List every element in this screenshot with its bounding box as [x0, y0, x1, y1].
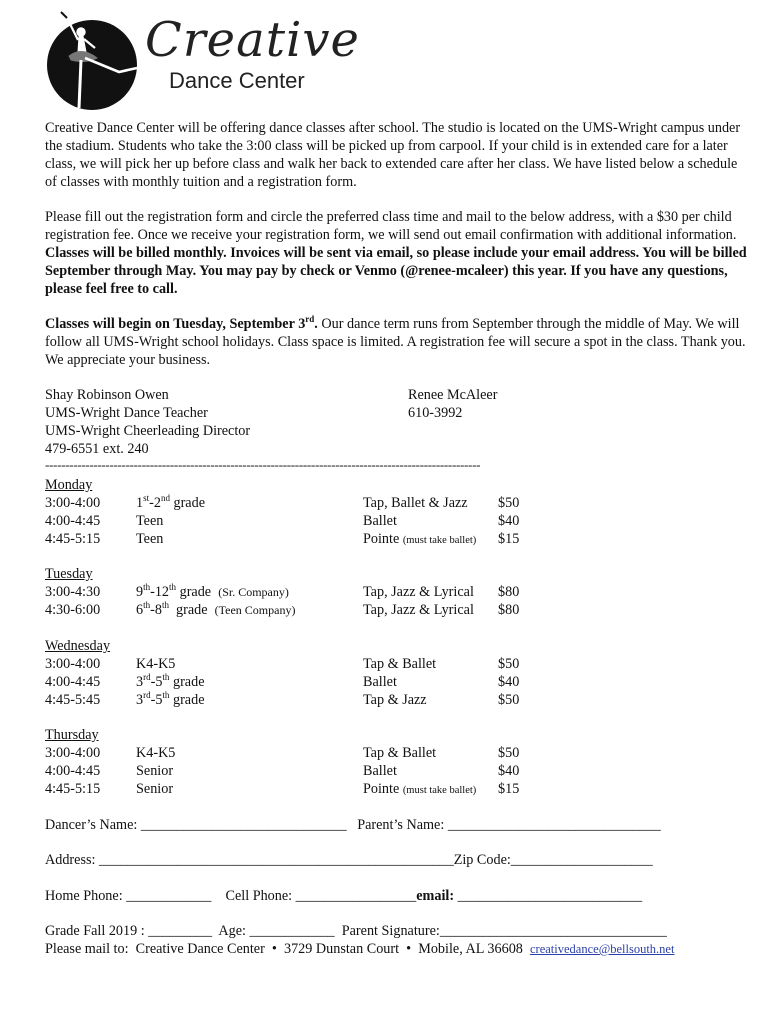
separator-line: ------------------------------------------------------------------------------------------------------------: [45, 457, 481, 472]
contact-left: [45, 386, 250, 458]
parent-name-label: Parent’s Name:: [346, 817, 448, 833]
class-time: 4:00-4:45: [45, 763, 101, 779]
class-time: 3:00-4:30: [45, 584, 101, 600]
class-time: 3:00-4:00: [45, 745, 101, 761]
class-time: 3:00-4:00: [45, 495, 101, 511]
signature-label: Parent Signature:: [334, 923, 440, 939]
intro-text-3-plain: Our dance term runs from September through the middle of May. We will follow all UMS-Wright school holidays. Class space is limited. A registration fee will secure a spot in the class. Thank you. We appreciate your business.: [45, 316, 746, 368]
email-field[interactable]: __________________________: [457, 888, 643, 904]
intro-paragraph-2: [45, 208, 750, 298]
address-field[interactable]: __________________________________________________: [99, 852, 454, 868]
class-grade: 6th-8th grade (Teen Company): [136, 600, 296, 618]
intro-text-3: [45, 315, 750, 369]
intro-text-1: Creative Dance Center will be offering dance classes after school. The studio is located on the UMS-Wright campus under the stadium. Students who take the 3:00 class will be picked up from carpool. If your child is in extended care for a later class, we will pick her up before class and walk her back to extended care after her class. We have listed below a schedule of classes with monthly tuition and a registration form.: [45, 120, 741, 190]
ballerina-logo-icon: [45, 8, 145, 116]
mailing-address: [45, 940, 674, 958]
age-field[interactable]: ____________: [249, 923, 335, 939]
intro-text-2: [45, 208, 750, 298]
class-grade: K4-K5: [136, 745, 176, 761]
class-type: Tap & Jazz: [363, 692, 427, 708]
class-type: Tap, Jazz & Lyrical: [363, 602, 474, 618]
class-type: Tap & Ballet: [363, 745, 437, 761]
class-note: (must take ballet): [402, 785, 477, 796]
day-monday: Monday: [45, 477, 93, 493]
day-wednesday: Wednesday: [45, 638, 111, 654]
class-price: $50: [498, 692, 520, 708]
class-time: 4:30-6:00: [45, 602, 101, 618]
class-price: $40: [498, 513, 520, 529]
day-thursday: Thursday: [45, 727, 99, 743]
signature-field[interactable]: ________________________________: [439, 923, 667, 939]
intro-text-2-plain: Please fill out the registration form and circle the preferred class time and mail to the below address, with a $30 per child registration fee. Once we receive your registration form, we will send out email confirmation with additional information.: [45, 209, 737, 243]
class-time: 3:00-4:00: [45, 656, 101, 672]
company-note: (Sr. Company): [218, 585, 289, 599]
class-note: (must take ballet): [402, 535, 477, 546]
class-time: 4:45-5:45: [45, 692, 101, 708]
contact-name: Shay Robinson Owen: [45, 387, 169, 403]
class-type: Tap, Jazz & Lyrical: [363, 584, 474, 600]
day-tuesday: Tuesday: [45, 566, 93, 582]
class-type: Tap, Ballet & Jazz: [363, 495, 468, 511]
class-grade: 9th-12th grade (Sr. Company): [136, 582, 289, 600]
form-row-address: [45, 851, 653, 869]
class-type: Pointe (must take ballet): [363, 781, 477, 797]
class-price: $50: [498, 495, 520, 511]
home-phone-label: Home Phone:: [45, 888, 127, 904]
class-type: Pointe (must take ballet): [363, 531, 477, 547]
intro-paragraph-1: [45, 119, 750, 191]
class-type: Tap & Ballet: [363, 656, 437, 672]
class-time: 4:45-5:15: [45, 781, 101, 797]
class-price: $50: [498, 656, 520, 672]
class-grade: 3rd-5th grade: [136, 672, 205, 690]
class-grade: 1st-2nd grade: [136, 493, 205, 511]
class-price: $40: [498, 763, 520, 779]
dancer-name-field[interactable]: ____________________________: [140, 817, 340, 833]
class-price: $15: [498, 531, 520, 547]
form-row-names: Dancer’s Name: _____________________________ Parent’s Name: ______________________________: [45, 817, 661, 833]
logo-subtitle: Dance Center: [169, 68, 305, 93]
zip-field[interactable]: ____________________: [510, 852, 653, 868]
form-row-phones: [45, 887, 642, 905]
class-time: 4:00-4:45: [45, 674, 101, 690]
intro-paragraph-3: [45, 315, 750, 369]
contact-phone-2: 610-3992: [408, 405, 463, 421]
class-price: $50: [498, 745, 520, 761]
contact-right: [408, 386, 497, 422]
class-price: $80: [498, 584, 520, 600]
class-grade: Senior: [136, 781, 174, 797]
grade-label: Grade Fall 2019 :: [45, 923, 149, 939]
class-grade: Teen: [136, 531, 164, 547]
class-type: Ballet: [363, 674, 397, 690]
contact-phone: 479-6551 ext. 240: [45, 441, 149, 457]
email-link[interactable]: creativedance@bellsouth.net: [530, 942, 675, 956]
contact-name-2: Renee McAleer: [408, 387, 498, 403]
zip-label: Zip Code:: [453, 852, 511, 868]
contact-title: UMS-Wright Dance Teacher: [45, 405, 208, 421]
class-price: $80: [498, 602, 520, 618]
email-label: email:: [416, 888, 458, 904]
class-type: Ballet: [363, 513, 397, 529]
dancer-name-label: Dancer’s Name:: [45, 817, 141, 833]
start-date-label: Classes will begin on Tuesday, September 3rd.: [45, 314, 318, 332]
cell-phone-label: Cell Phone:: [211, 888, 296, 904]
class-type: Ballet: [363, 763, 397, 779]
class-time: 4:00-4:45: [45, 513, 101, 529]
class-grade: Senior: [136, 763, 174, 779]
logo-title: Creative: [145, 12, 360, 68]
address-label: Address:: [45, 852, 99, 868]
company-note: (Teen Company): [214, 603, 296, 617]
cell-phone-field[interactable]: _________________: [295, 888, 417, 904]
form-row-grade: [45, 922, 667, 940]
class-grade: 3rd-5th grade: [136, 690, 205, 708]
contact-title-2: UMS-Wright Cheerleading Director: [45, 423, 251, 439]
class-price: $40: [498, 674, 520, 690]
parent-name-field[interactable]: __________________________: [447, 817, 633, 833]
age-label: Age:: [212, 923, 250, 939]
home-phone-field[interactable]: ____________: [126, 888, 212, 904]
grade-field[interactable]: _________: [148, 923, 213, 939]
class-price: $15: [498, 781, 520, 797]
mailing-text: Please mail to: Creative Dance Center • 3729 Dunstan Court • Mobile, AL 36608: [45, 941, 530, 957]
logo: [45, 8, 360, 118]
billing-notice: Classes will be billed monthly. Invoices will be sent via email, so please include your email address. You will be billed September through May. You may pay by check or Venmo (@renee-mcaleer) this year. If you have any questions, please feel free to call.: [45, 245, 747, 297]
class-time: 4:45-5:15: [45, 531, 101, 547]
class-grade: Teen: [136, 513, 164, 529]
class-grade: K4-K5: [136, 656, 176, 672]
